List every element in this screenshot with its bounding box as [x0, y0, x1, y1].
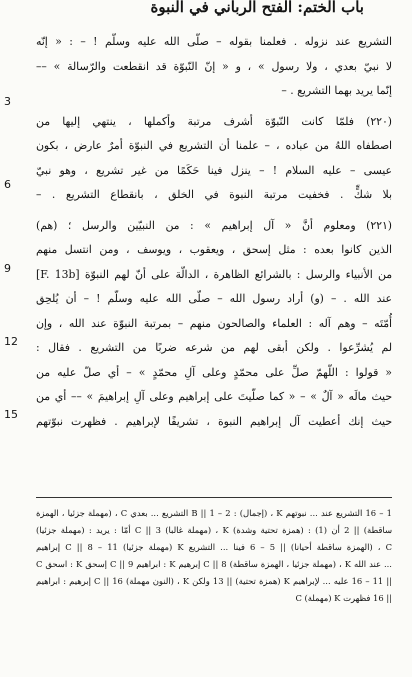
text-line: التشريع عند نزوله . فعلمنا بقوله – صلّى الله عليه وسلّم ! – : « إنّه [36, 35, 392, 48]
text-line: حيث إنك أعطيت آل إبراهيم النبوة ، تشريفًا لإبراهيم . فظهرت نبوّتهم [36, 414, 392, 428]
line-number-15: 15 [4, 408, 18, 421]
text-line: (٢٢١) ومعلوم أنَّ « آل إبراهيم » : من النبيّين والرسل ؛ (هم) [36, 218, 392, 232]
main-text [36, 30, 392, 434]
text-line: عيسى – عليه السلام ! – ينزل فينا حَكَمًا من غير تشريع ، وهو نبيّ [36, 163, 392, 177]
footnote-line: 1 – 16 التشريع عند ... نبوتهم K ، (إجمال) : B || 1 – 2 التشريع ... بعدي C ، (مهملة جزئيا ، الهمزة [36, 508, 392, 518]
text-line: عند الله . – (و) أراد رسول الله – صلّى الله عليه وسلّم ! – أن يُلحِق [36, 292, 392, 305]
text-line: « قولوا : اللّهمّ صلِّ على محمّدٍ وعلى آلِ محمّدٍ » – أي صلّ عليه من [36, 365, 392, 379]
page-header: باب الختم: الفتح الرباني في النبوة [150, 0, 364, 16]
text-line: (٢٢٠) فلمّا كانت النّبوّة أشرف مرتبة وأكملها ، ينتهي إليها من [36, 114, 392, 128]
text-line: لا نبيّ بعدي ، ولا رسول » ، و « إنّ النّبوّة قد انقطعت والرّسالة » –– [36, 59, 392, 73]
line-number-12: 12 [4, 335, 18, 348]
text-line: أُمّتَه – وهم آله : العلماء والصالحون منهم – بمرتبة النبوّة عند الله ، وإن [36, 316, 392, 330]
text-line: لم يُشرِّعوا . ولكن أبقى لهم من شرعه ضربًا من التشريع . فقال : [36, 341, 392, 354]
footnote-divider [36, 497, 392, 498]
footnote-line: || 11 – 16 عليه ... لإبراهيم K (همزة تحتية) || 13 ولكن K ، (النون مهملة) C || 16 إبرهيم : ابراهيم [36, 576, 392, 586]
text-line: إنّما يريد بهما التشريع . – [281, 84, 392, 97]
line-number-3: 3 [4, 95, 11, 108]
footnotes [36, 505, 392, 607]
text-line: بلا شكٍّ . فخفيت مرتبة النبوة في الخلق ، بانقطاع التشريع . – [36, 188, 392, 201]
footnote-line: || 16 فظهرت K (مهملة) C [295, 593, 392, 603]
text-line: من الأنبياء والرسل : بالشرائع الظاهرة ، الدالّة على أنّ لهم النبوّة [F. 13b] [36, 267, 392, 281]
footnote-line: C ، (الهمزة ساقطة أحيانا) || 5 – 6 فينا ... التشريع K (مهملة جزئيا) C || 8 – 11 إبراهيم [36, 542, 392, 552]
line-number-9: 9 [4, 262, 11, 275]
line-number-6: 6 [4, 178, 11, 191]
footnote-line: ساقطة) || 2 أن (1) : (همزة تحتية وشدة) K ، (مهملة غالبا) C || 3 أمّا : يريد : (مهملة جزئيا) [36, 525, 392, 535]
text-line: حيث مالَه « آلٌ » – « كما صلّيتَ على إبراهيم وعلى آلِ إبراهيمَ » –– أي من [36, 390, 392, 403]
text-line: اصطفاه اللهُ من عباده ، – علمنا أن التشريع في النبوّة أمرٌ عارض ، بكون [36, 139, 392, 152]
text-line: الذين كانوا بعده : مثل إسحق ، ويعقوب ، ويوسف ، ومن انتسل منهم [36, 243, 392, 256]
footnote-line: ... عند الله K ، (مهملة جزئيا ، الهمزة ساقطة) C || 8 إبرهيم K : ابراهيم C || 9 إسحق K : اسحق C [36, 559, 392, 569]
